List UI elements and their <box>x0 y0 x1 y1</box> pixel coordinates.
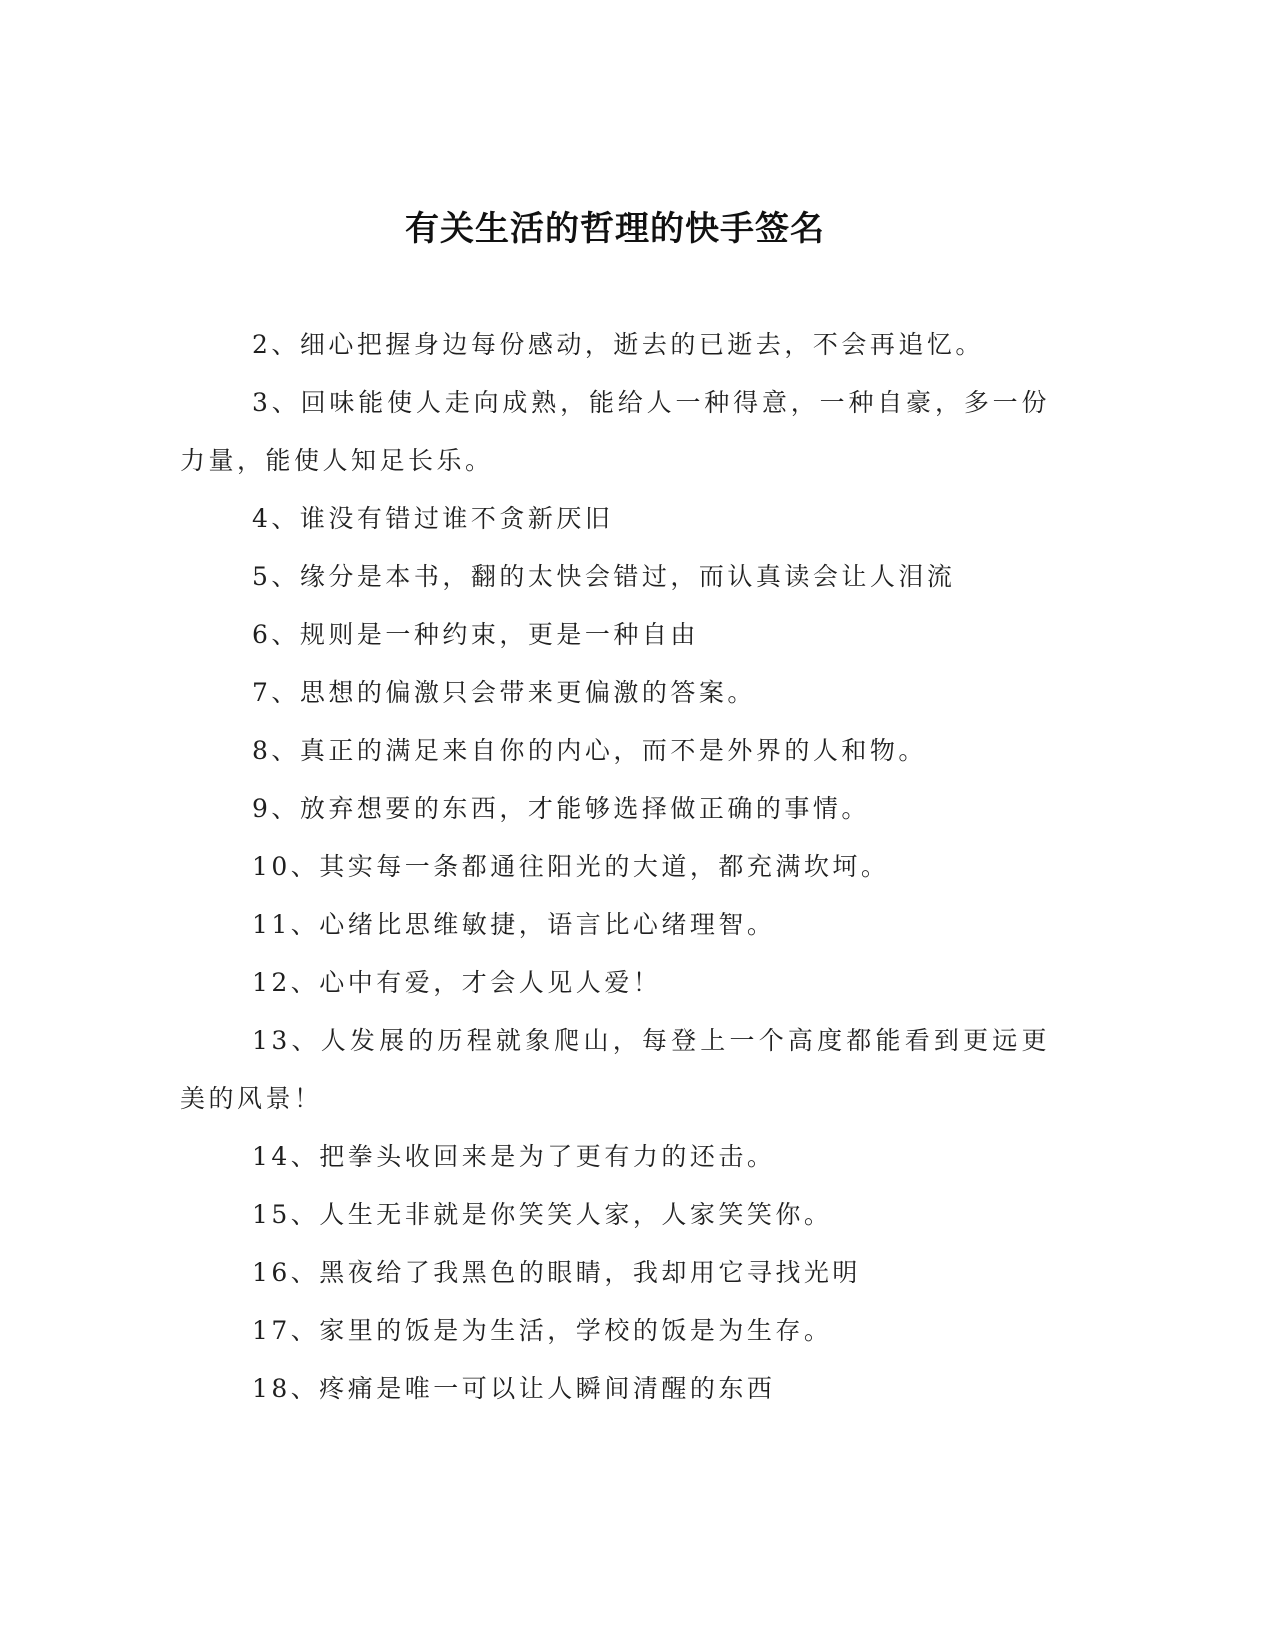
quote-item: 18、疼痛是唯一可以让人瞬间清醒的东西 <box>252 1374 776 1403</box>
quote-item: 12、心中有爱，才会人见人爱！ <box>252 968 662 997</box>
quote-item: 5、缘分是本书，翻的太快会错过，而认真读会让人泪流 <box>252 562 956 591</box>
quote-item: 17、家里的饭是为生活，学校的饭是为生存。 <box>252 1316 833 1345</box>
quote-list <box>180 316 1050 1418</box>
quote-item: 15、人生无非就是你笑笑人家，人家笑笑你。 <box>252 1200 833 1229</box>
document-title: 有关生活的哲理的快手签名 <box>405 209 825 249</box>
quote-item: 3、回味能使人走向成熟，能给人一种得意，一种自豪，多一份力量，能使人知足长乐。 <box>180 388 1050 475</box>
quote-item: 11、心绪比思维敏捷，语言比心绪理智。 <box>252 910 776 939</box>
quote-item: 10、其实每一条都通往阳光的大道，都充满坎坷。 <box>252 852 890 881</box>
quote-item: 2、细心把握身边每份感动，逝去的已逝去，不会再追忆。 <box>252 330 984 359</box>
quote-item: 9、放弃想要的东西，才能够选择做正确的事情。 <box>252 794 870 823</box>
quote-item: 7、思想的偏激只会带来更偏激的答案。 <box>252 678 756 707</box>
quote-item: 14、把拳头收回来是为了更有力的还击。 <box>252 1142 776 1171</box>
quote-item: 6、规则是一种约束，更是一种自由 <box>252 620 699 649</box>
quote-item: 4、谁没有错过谁不贪新厌旧 <box>252 504 614 533</box>
quote-item: 16、黑夜给了我黑色的眼睛，我却用它寻找光明 <box>252 1258 861 1287</box>
quote-item: 8、真正的满足来自你的内心，而不是外界的人和物。 <box>252 736 927 765</box>
quote-item: 13、人发展的历程就象爬山，每登上一个高度都能看到更远更美的风景！ <box>180 1026 1050 1113</box>
